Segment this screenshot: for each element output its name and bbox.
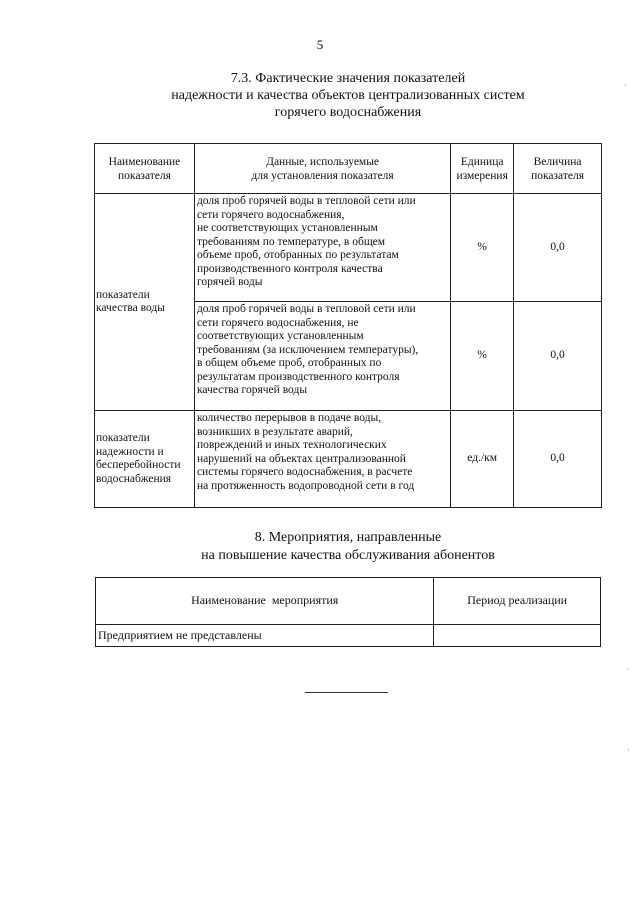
row-value: 0,0	[514, 194, 602, 302]
section-7-3-heading	[0, 70, 640, 121]
table-header-row	[96, 578, 601, 625]
row-unit: ед./км	[451, 411, 514, 508]
table-row	[96, 625, 601, 647]
group-reliability: показатели надежности и бесперебойности водоснабжения	[95, 411, 195, 508]
heading-line: горячего водоснабжения	[274, 105, 422, 120]
row-unit: %	[451, 302, 514, 411]
row-description: количество перерывов в подаче воды, возникших в результате аварий, повреждений и иных технологических нарушений на объектах централизованной системы горячего водоснабжения, в расчете на протяженность водопроводной сети в год	[194, 411, 450, 508]
heading-line: 8. Мероприятия, направленные	[254, 530, 442, 545]
group-water-quality: показатели качества воды	[95, 194, 195, 411]
table-row	[95, 194, 602, 302]
header-measure: Наименование мероприятия	[96, 578, 434, 625]
row-unit: %	[451, 194, 514, 302]
measure-cell: Предприятием не представлены	[96, 625, 434, 647]
row-value: 0,0	[514, 411, 602, 508]
row-value: 0,0	[514, 302, 602, 411]
heading-line: на повышение качества обслуживания абонентов	[201, 548, 495, 563]
end-rule	[305, 692, 388, 693]
period-cell	[434, 625, 601, 647]
measures-table	[95, 577, 601, 647]
header-data: Данные, используемые для установления показателя	[194, 144, 450, 194]
scan-speck: ·	[627, 745, 630, 755]
heading-line: 7.3. Фактические значения показателей	[230, 71, 466, 86]
header-value: Величина показателя	[514, 144, 602, 194]
reliability-quality-table	[94, 143, 602, 508]
row-description: доля проб горячей воды в тепловой сети или сети горячего водоснабжения, не соответствующих установленным требованиям по температуре, в общем объеме проб, отобранных по результатам производственного контроля качества горячей воды	[194, 194, 450, 302]
header-period: Период реализации	[434, 578, 601, 625]
header-unit: Единица измерения	[451, 144, 514, 194]
table-row	[95, 411, 602, 508]
scan-speck: ·	[626, 664, 629, 674]
row-description: доля проб горячей воды в тепловой сети или сети горячего водоснабжения, не соответствующих установленным требованиям (за исключением температуры), в общем объеме проб, отобранных по результатам производственного контроля качества горячей воды	[194, 302, 450, 411]
heading-line: надежности и качества объектов централизованных систем	[171, 88, 525, 103]
table-header-row	[95, 144, 602, 194]
header-indicator-name: Наименование показателя	[95, 144, 195, 194]
scan-speck: ·	[624, 80, 627, 90]
section-8-heading	[0, 529, 640, 565]
page-number: 5	[316, 37, 324, 52]
